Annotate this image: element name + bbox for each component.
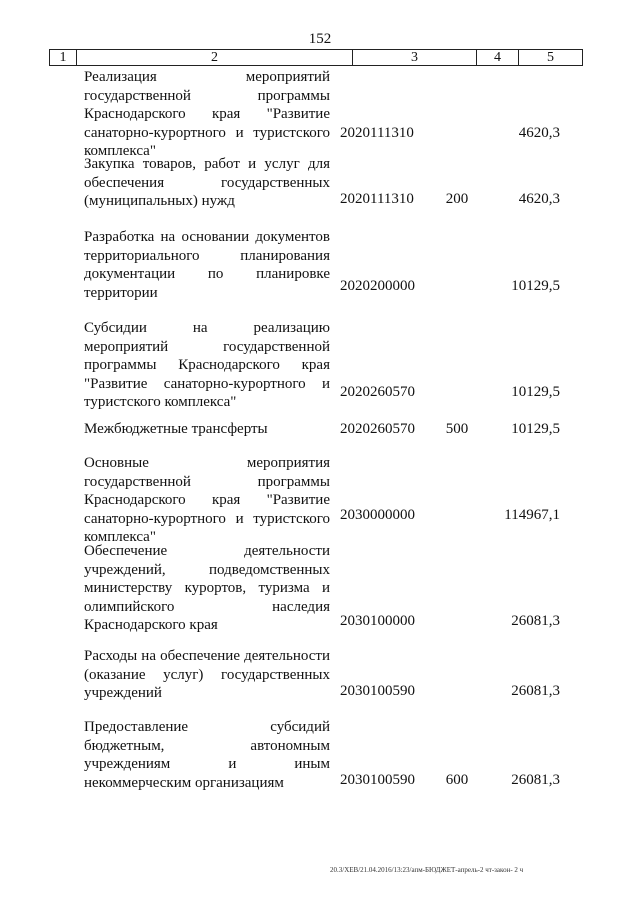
row-amount: 26081,3 — [511, 683, 560, 699]
row-name: Межбюджетные трансферты — [84, 421, 268, 437]
footer-stamp: 20.3/ХЕВ/21.04.2016/13:23/апм-БЮДЖЕТ-апрель-2 чт-закон- 2 ч — [330, 866, 524, 874]
header-col-3: 3 — [353, 50, 477, 65]
row-name: Расходы на обеспечение деятельности (оказание услуг) государственных учреждений — [84, 648, 330, 702]
row-type: 500 — [445, 421, 469, 437]
table-header — [49, 49, 583, 66]
row-type: 600 — [445, 772, 469, 788]
row-amount: 10129,5 — [511, 421, 560, 437]
row-amount: 114967,1 — [504, 507, 560, 523]
row-code: 2020111310 — [340, 125, 414, 141]
row-code: 2020260570 — [340, 421, 415, 437]
row-name: Основные мероприятия государственной программы Краснодарского края "Развитие санаторно-курортного и туристского комплекса" — [84, 455, 330, 546]
row-code: 2020111310 — [340, 191, 414, 207]
row-code: 2020260570 — [340, 384, 415, 400]
row-amount: 10129,5 — [511, 278, 560, 294]
row-amount: 4620,3 — [518, 125, 560, 141]
row-code: 2030100590 — [340, 683, 415, 699]
row-amount: 26081,3 — [511, 613, 560, 629]
header-col-4: 4 — [477, 50, 519, 65]
header-col-2: 2 — [77, 50, 353, 65]
row-amount: 26081,3 — [511, 772, 560, 788]
row-code: 2030000000 — [340, 507, 415, 523]
row-code: 2020200000 — [340, 278, 415, 294]
row-code: 2030100590 — [340, 772, 415, 788]
row-name: Обеспечение деятельности учреждений, подведомственных министерству курортов, туризма и олимпийского наследия Краснодарского края — [84, 543, 330, 634]
row-name: Реализация мероприятий государственной программы Краснодарского края "Развитие санаторно-курортного и туристского комплекса" — [84, 69, 330, 160]
header-col-1: 1 — [50, 50, 77, 65]
row-name: Разработка на основании документов территориального планирования документации по планировке территории — [84, 229, 330, 301]
row-name: Предоставление субсидий бюджетным, автономным учреждениям и иным некоммерческим организациям — [84, 719, 330, 791]
row-name: Закупка товаров, работ и услуг для обеспечения государственных (муниципальных) нужд — [84, 156, 330, 210]
row-amount: 10129,5 — [511, 384, 560, 400]
header-col-5: 5 — [547, 50, 554, 65]
row-amount: 4620,3 — [518, 191, 560, 207]
row-code: 2030100000 — [340, 613, 415, 629]
page-number: 152 — [308, 31, 332, 47]
row-type: 200 — [445, 191, 469, 207]
row-name: Субсидии на реализацию мероприятий государственной программы Краснодарского края "Развитие санаторно-курортного и туристского комплекса" — [84, 320, 330, 411]
